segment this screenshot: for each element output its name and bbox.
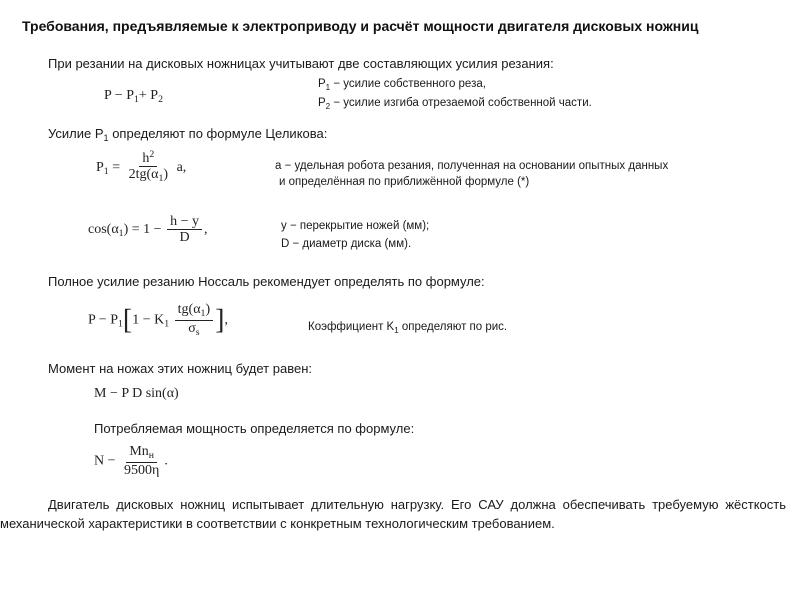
y-definition: y − перекрытие ножей (мм); <box>281 220 430 232</box>
formula-tselikov: $P_1$ = $\frac{h^2}{2tg(\alpha_1)}$ a, <box>96 149 187 185</box>
a-definition-line2: и определённая по приближённой формуле (*) <box>279 176 530 188</box>
page-title: Требования, предъявляемые к электроприводу и расчёт мощности двигателя дисковых ножниц <box>22 18 699 34</box>
p2-definition: $P_2$ − усилие изгиба отрезаемой собственной части. <box>318 97 592 111</box>
p1-definition: $P_1$ − усилие собственного реза, <box>318 78 486 92</box>
k1-note: Коэффициент $K_1$ определяют по рис. <box>308 321 508 335</box>
a-definition-line1: a − удельная робота резания, полученная на основании опытных данных <box>275 160 669 172</box>
conclusion-paragraph: Двигатель дисковых ножниц испытывает длительную нагрузку. Его САУ должна обеспечивать требуемую жёсткость механической характеристики в соответствии с конкретным технологическим требованием. <box>0 497 786 531</box>
tselikov-heading: Усилие $P_1$ определяют по формуле Целикова: <box>48 126 328 143</box>
moment-heading: Момент на ножах этих ножниц будет равен: <box>48 361 312 376</box>
nossal-heading: Полное усилие резанию Носсаль рекомендует определять по формуле: <box>48 274 485 289</box>
d-definition: D − диаметр диска (мм). <box>281 238 412 250</box>
formula-moment: M − P D sin(α) <box>94 386 179 401</box>
formula-p-sum: $P - P_1+ P_2$ <box>104 88 163 105</box>
power-heading: Потребляемая мощность определяется по формуле: <box>94 421 415 436</box>
formula-nossal: $P - P_1[1 - K_1$ $\frac{tg(\alpha_1)}{\sigma_s}$ ], <box>88 302 228 338</box>
formula-cos-alpha: $\cos(\alpha_1) = 1$ − $\frac{h - y}{D}$ , <box>88 214 208 246</box>
formula-power: N − $\frac{Mn_н}{9500\eta}$ . <box>94 444 168 478</box>
intro-text: При резании на дисковых ножницах учитывают две составляющих усилия резания: <box>48 56 554 71</box>
